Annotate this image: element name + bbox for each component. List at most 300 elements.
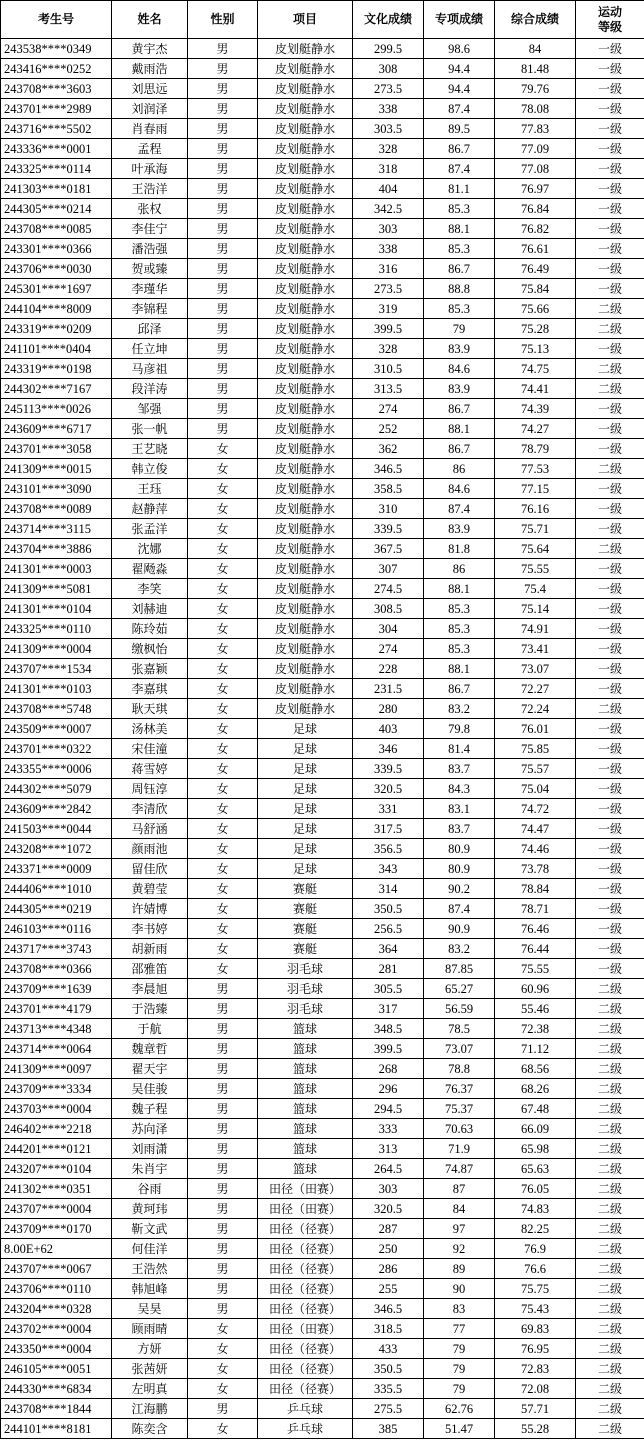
name-cell: 魏子程 bbox=[112, 1099, 188, 1119]
sport-level-cell: 二级 bbox=[576, 1019, 644, 1039]
table-row bbox=[1, 579, 644, 599]
culture-score-cell: 333 bbox=[353, 1119, 424, 1139]
culture-score-cell: 307 bbox=[353, 559, 424, 579]
composite-score-cell: 75.14 bbox=[495, 599, 576, 619]
special-score-cell: 56.59 bbox=[424, 999, 495, 1019]
event-cell: 皮划艇静水 bbox=[258, 399, 353, 419]
event-cell: 皮划艇静水 bbox=[258, 139, 353, 159]
event-cell: 田径（径赛） bbox=[258, 1359, 353, 1379]
sport-level-cell: 一级 bbox=[576, 199, 644, 219]
composite-score-cell: 79.76 bbox=[495, 79, 576, 99]
exam-id-cell: 243609****6717 bbox=[1, 419, 112, 439]
special-score-cell: 88.1 bbox=[424, 419, 495, 439]
special-score-cell: 51.47 bbox=[424, 1419, 495, 1439]
composite-score-cell: 76.6 bbox=[495, 1259, 576, 1279]
culture-score-cell: 274 bbox=[353, 399, 424, 419]
event-cell: 皮划艇静水 bbox=[258, 279, 353, 299]
table-row bbox=[1, 639, 644, 659]
composite-score-cell: 68.26 bbox=[495, 1079, 576, 1099]
name-cell: 朱肖宇 bbox=[112, 1159, 188, 1179]
exam-id-cell: 243707****0004 bbox=[1, 1199, 112, 1219]
name-cell: 李佳宁 bbox=[112, 219, 188, 239]
gender-cell: 男 bbox=[188, 179, 258, 199]
gender-cell: 男 bbox=[188, 1239, 258, 1259]
special-score-cell: 90.2 bbox=[424, 879, 495, 899]
name-cell: 肖春雨 bbox=[112, 119, 188, 139]
name-cell: 翟飏淼 bbox=[112, 559, 188, 579]
special-score-cell: 74.87 bbox=[424, 1159, 495, 1179]
composite-score-cell: 66.09 bbox=[495, 1119, 576, 1139]
sport-level-cell: 一级 bbox=[576, 619, 644, 639]
sport-level-cell: 一级 bbox=[576, 739, 644, 759]
header-sport-level: 运动 等级 bbox=[576, 1, 644, 39]
sport-level-cell: 二级 bbox=[576, 1199, 644, 1219]
table-row bbox=[1, 919, 644, 939]
composite-score-cell: 75.55 bbox=[495, 559, 576, 579]
culture-score-cell: 335.5 bbox=[353, 1379, 424, 1399]
composite-score-cell: 76.16 bbox=[495, 499, 576, 519]
sport-level-cell: 二级 bbox=[576, 1359, 644, 1379]
header-special-score: 专项成绩 bbox=[424, 1, 495, 39]
composite-score-cell: 76.9 bbox=[495, 1239, 576, 1259]
sport-level-cell: 一级 bbox=[576, 279, 644, 299]
sport-level-cell: 一级 bbox=[576, 759, 644, 779]
composite-score-cell: 75.75 bbox=[495, 1279, 576, 1299]
sport-level-cell: 一级 bbox=[576, 939, 644, 959]
sport-level-cell: 二级 bbox=[576, 359, 644, 379]
name-cell: 黄宇杰 bbox=[112, 39, 188, 59]
name-cell: 刘润泽 bbox=[112, 99, 188, 119]
event-cell: 皮划艇静水 bbox=[258, 379, 353, 399]
composite-score-cell: 75.57 bbox=[495, 759, 576, 779]
event-cell: 足球 bbox=[258, 839, 353, 859]
composite-score-cell: 76.84 bbox=[495, 199, 576, 219]
name-cell: 韩旭峰 bbox=[112, 1279, 188, 1299]
composite-score-cell: 72.24 bbox=[495, 699, 576, 719]
culture-score-cell: 316 bbox=[353, 259, 424, 279]
exam-id-cell: 241503****0044 bbox=[1, 819, 112, 839]
special-score-cell: 86.7 bbox=[424, 439, 495, 459]
event-cell: 田径（田赛） bbox=[258, 1199, 353, 1219]
composite-score-cell: 76.05 bbox=[495, 1179, 576, 1199]
sport-level-cell: 一级 bbox=[576, 859, 644, 879]
table-row bbox=[1, 1179, 644, 1199]
table-row bbox=[1, 439, 644, 459]
table-row bbox=[1, 1359, 644, 1379]
special-score-cell: 79 bbox=[424, 1359, 495, 1379]
table-row bbox=[1, 1299, 644, 1319]
table-row bbox=[1, 1139, 644, 1159]
composite-score-cell: 75.55 bbox=[495, 959, 576, 979]
name-cell: 宋佳潼 bbox=[112, 739, 188, 759]
special-score-cell: 83.7 bbox=[424, 759, 495, 779]
composite-score-cell: 76.46 bbox=[495, 919, 576, 939]
exam-id-cell: 244305****0214 bbox=[1, 199, 112, 219]
culture-score-cell: 328 bbox=[353, 339, 424, 359]
special-score-cell: 94.4 bbox=[424, 79, 495, 99]
name-cell: 魏章哲 bbox=[112, 1039, 188, 1059]
composite-score-cell: 78.71 bbox=[495, 899, 576, 919]
culture-score-cell: 367.5 bbox=[353, 539, 424, 559]
table-row bbox=[1, 979, 644, 999]
composite-score-cell: 73.07 bbox=[495, 659, 576, 679]
special-score-cell: 79 bbox=[424, 1339, 495, 1359]
header-name: 姓名 bbox=[112, 1, 188, 39]
gender-cell: 男 bbox=[188, 59, 258, 79]
exam-id-cell: 243701****3058 bbox=[1, 439, 112, 459]
event-cell: 田径（径赛） bbox=[258, 1339, 353, 1359]
gender-cell: 女 bbox=[188, 639, 258, 659]
name-cell: 黄珂玮 bbox=[112, 1199, 188, 1219]
culture-score-cell: 308.5 bbox=[353, 599, 424, 619]
table-row bbox=[1, 239, 644, 259]
event-cell: 皮划艇静水 bbox=[258, 219, 353, 239]
sport-level-cell: 一级 bbox=[576, 819, 644, 839]
name-cell: 于浩臻 bbox=[112, 999, 188, 1019]
table-row bbox=[1, 299, 644, 319]
event-cell: 篮球 bbox=[258, 1079, 353, 1099]
exam-id-cell: 241101****0404 bbox=[1, 339, 112, 359]
table-row bbox=[1, 99, 644, 119]
gender-cell: 男 bbox=[188, 219, 258, 239]
composite-score-cell: 76.61 bbox=[495, 239, 576, 259]
culture-score-cell: 305.5 bbox=[353, 979, 424, 999]
composite-score-cell: 75.28 bbox=[495, 319, 576, 339]
culture-score-cell: 313.5 bbox=[353, 379, 424, 399]
composite-score-cell: 55.46 bbox=[495, 999, 576, 1019]
special-score-cell: 98.6 bbox=[424, 39, 495, 59]
composite-score-cell: 74.91 bbox=[495, 619, 576, 639]
composite-score-cell: 57.71 bbox=[495, 1399, 576, 1419]
table-row bbox=[1, 359, 644, 379]
gender-cell: 男 bbox=[188, 99, 258, 119]
table-row bbox=[1, 79, 644, 99]
exam-id-cell: 243708****0089 bbox=[1, 499, 112, 519]
sport-level-cell: 一级 bbox=[576, 599, 644, 619]
name-cell: 李清欣 bbox=[112, 799, 188, 819]
culture-score-cell: 346 bbox=[353, 739, 424, 759]
event-cell: 皮划艇静水 bbox=[258, 359, 353, 379]
event-cell: 羽毛球 bbox=[258, 979, 353, 999]
gender-cell: 男 bbox=[188, 259, 258, 279]
table-row bbox=[1, 419, 644, 439]
culture-score-cell: 304 bbox=[353, 619, 424, 639]
gender-cell: 男 bbox=[188, 359, 258, 379]
table-row bbox=[1, 139, 644, 159]
special-score-cell: 73.07 bbox=[424, 1039, 495, 1059]
exam-id-cell: 243706****0110 bbox=[1, 1279, 112, 1299]
composite-score-cell: 73.41 bbox=[495, 639, 576, 659]
table-row bbox=[1, 799, 644, 819]
name-cell: 刘思远 bbox=[112, 79, 188, 99]
name-cell: 于航 bbox=[112, 1019, 188, 1039]
composite-score-cell: 67.48 bbox=[495, 1099, 576, 1119]
name-cell: 戴雨浩 bbox=[112, 59, 188, 79]
event-cell: 足球 bbox=[258, 799, 353, 819]
culture-score-cell: 318.5 bbox=[353, 1319, 424, 1339]
gender-cell: 女 bbox=[188, 599, 258, 619]
gender-cell: 女 bbox=[188, 1359, 258, 1379]
name-cell: 马彦祖 bbox=[112, 359, 188, 379]
event-cell: 足球 bbox=[258, 739, 353, 759]
sport-level-cell: 二级 bbox=[576, 1379, 644, 1399]
name-cell: 叶承海 bbox=[112, 159, 188, 179]
composite-score-cell: 73.78 bbox=[495, 859, 576, 879]
gender-cell: 女 bbox=[188, 719, 258, 739]
sport-level-cell: 一级 bbox=[576, 559, 644, 579]
event-cell: 皮划艇静水 bbox=[258, 159, 353, 179]
exam-id-cell: 241309****0015 bbox=[1, 459, 112, 479]
culture-score-cell: 255 bbox=[353, 1279, 424, 1299]
gender-cell: 女 bbox=[188, 1319, 258, 1339]
culture-score-cell: 339.5 bbox=[353, 519, 424, 539]
composite-score-cell: 60.96 bbox=[495, 979, 576, 999]
gender-cell: 男 bbox=[188, 1279, 258, 1299]
table-row bbox=[1, 399, 644, 419]
exam-id-cell: 243707****0067 bbox=[1, 1259, 112, 1279]
culture-score-cell: 303.5 bbox=[353, 119, 424, 139]
sport-level-cell: 一级 bbox=[576, 899, 644, 919]
name-cell: 方妍 bbox=[112, 1339, 188, 1359]
composite-score-cell: 78.79 bbox=[495, 439, 576, 459]
header-gender: 性别 bbox=[188, 1, 258, 39]
gender-cell: 男 bbox=[188, 1099, 258, 1119]
special-score-cell: 87 bbox=[424, 1179, 495, 1199]
sport-level-cell: 二级 bbox=[576, 1339, 644, 1359]
culture-score-cell: 303 bbox=[353, 1179, 424, 1199]
name-cell: 潘浩强 bbox=[112, 239, 188, 259]
exam-id-cell: 243325****0110 bbox=[1, 619, 112, 639]
table-row bbox=[1, 1079, 644, 1099]
event-cell: 羽毛球 bbox=[258, 999, 353, 1019]
table-row bbox=[1, 619, 644, 639]
gender-cell: 男 bbox=[188, 399, 258, 419]
sport-level-cell: 一级 bbox=[576, 679, 644, 699]
culture-score-cell: 310.5 bbox=[353, 359, 424, 379]
table-row bbox=[1, 779, 644, 799]
name-cell: 江海鹏 bbox=[112, 1399, 188, 1419]
composite-score-cell: 65.63 bbox=[495, 1159, 576, 1179]
table-row bbox=[1, 1319, 644, 1339]
table-row bbox=[1, 319, 644, 339]
event-cell: 足球 bbox=[258, 819, 353, 839]
name-cell: 李嘉琪 bbox=[112, 679, 188, 699]
sport-level-cell: 二级 bbox=[576, 1419, 644, 1439]
sport-level-cell: 一级 bbox=[576, 139, 644, 159]
table-row bbox=[1, 1259, 644, 1279]
exam-id-cell: 241303****0181 bbox=[1, 179, 112, 199]
name-cell: 张权 bbox=[112, 199, 188, 219]
composite-score-cell: 74.47 bbox=[495, 819, 576, 839]
event-cell: 皮划艇静水 bbox=[258, 199, 353, 219]
table-row bbox=[1, 739, 644, 759]
name-cell: 李锦程 bbox=[112, 299, 188, 319]
table-row bbox=[1, 499, 644, 519]
event-cell: 皮划艇静水 bbox=[258, 299, 353, 319]
gender-cell: 男 bbox=[188, 979, 258, 999]
name-cell: 耿天琪 bbox=[112, 699, 188, 719]
table-row bbox=[1, 1099, 644, 1119]
composite-score-cell: 74.46 bbox=[495, 839, 576, 859]
gender-cell: 男 bbox=[188, 1139, 258, 1159]
culture-score-cell: 346.5 bbox=[353, 459, 424, 479]
table-row bbox=[1, 1379, 644, 1399]
gender-cell: 男 bbox=[188, 279, 258, 299]
special-score-cell: 81.1 bbox=[424, 179, 495, 199]
exam-id-cell: 244302****7167 bbox=[1, 379, 112, 399]
culture-score-cell: 252 bbox=[353, 419, 424, 439]
gender-cell: 女 bbox=[188, 859, 258, 879]
table-row bbox=[1, 859, 644, 879]
event-cell: 皮划艇静水 bbox=[258, 39, 353, 59]
composite-score-cell: 76.01 bbox=[495, 719, 576, 739]
table-row bbox=[1, 119, 644, 139]
event-cell: 皮划艇静水 bbox=[258, 459, 353, 479]
culture-score-cell: 403 bbox=[353, 719, 424, 739]
table-row bbox=[1, 1119, 644, 1139]
culture-score-cell: 303 bbox=[353, 219, 424, 239]
gender-cell: 男 bbox=[188, 1299, 258, 1319]
event-cell: 田径（径赛） bbox=[258, 1299, 353, 1319]
event-cell: 皮划艇静水 bbox=[258, 599, 353, 619]
table-row bbox=[1, 879, 644, 899]
culture-score-cell: 296 bbox=[353, 1079, 424, 1099]
sport-level-cell: 二级 bbox=[576, 379, 644, 399]
special-score-cell: 83.9 bbox=[424, 379, 495, 399]
culture-score-cell: 280 bbox=[353, 699, 424, 719]
gender-cell: 女 bbox=[188, 659, 258, 679]
event-cell: 皮划艇静水 bbox=[258, 439, 353, 459]
culture-score-cell: 281 bbox=[353, 959, 424, 979]
table-row bbox=[1, 219, 644, 239]
name-cell: 李晨旭 bbox=[112, 979, 188, 999]
table-row bbox=[1, 559, 644, 579]
exam-id-cell: 243701****2989 bbox=[1, 99, 112, 119]
name-cell: 王艺晓 bbox=[112, 439, 188, 459]
name-cell: 胡新雨 bbox=[112, 939, 188, 959]
gender-cell: 女 bbox=[188, 679, 258, 699]
culture-score-cell: 287 bbox=[353, 1219, 424, 1239]
culture-score-cell: 250 bbox=[353, 1239, 424, 1259]
composite-score-cell: 75.13 bbox=[495, 339, 576, 359]
table-row bbox=[1, 659, 644, 679]
gender-cell: 女 bbox=[188, 959, 258, 979]
name-cell: 李书婷 bbox=[112, 919, 188, 939]
sport-level-cell: 二级 bbox=[576, 1219, 644, 1239]
gender-cell: 男 bbox=[188, 79, 258, 99]
gender-cell: 男 bbox=[188, 39, 258, 59]
gender-cell: 女 bbox=[188, 1419, 258, 1439]
event-cell: 皮划艇静水 bbox=[258, 519, 353, 539]
composite-score-cell: 78.84 bbox=[495, 879, 576, 899]
event-cell: 皮划艇静水 bbox=[258, 339, 353, 359]
special-score-cell: 84 bbox=[424, 1199, 495, 1219]
gender-cell: 男 bbox=[188, 1159, 258, 1179]
composite-score-cell: 72.38 bbox=[495, 1019, 576, 1039]
exam-id-cell: 243708****0085 bbox=[1, 219, 112, 239]
special-score-cell: 97 bbox=[424, 1219, 495, 1239]
special-score-cell: 79.8 bbox=[424, 719, 495, 739]
table-row bbox=[1, 1219, 644, 1239]
event-cell: 赛艇 bbox=[258, 879, 353, 899]
event-cell: 田径（径赛） bbox=[258, 1379, 353, 1399]
event-cell: 皮划艇静水 bbox=[258, 179, 353, 199]
composite-score-cell: 72.27 bbox=[495, 679, 576, 699]
sport-level-cell: 二级 bbox=[576, 1139, 644, 1159]
sport-level-cell: 二级 bbox=[576, 299, 644, 319]
exam-id-cell: 243703****0004 bbox=[1, 1099, 112, 1119]
name-cell: 张茜妍 bbox=[112, 1359, 188, 1379]
sport-level-cell: 一级 bbox=[576, 959, 644, 979]
composite-score-cell: 77.09 bbox=[495, 139, 576, 159]
gender-cell: 男 bbox=[188, 379, 258, 399]
exam-id-cell: 241309****0004 bbox=[1, 639, 112, 659]
gender-cell: 男 bbox=[188, 1019, 258, 1039]
event-cell: 皮划艇静水 bbox=[258, 59, 353, 79]
sport-level-cell: 一级 bbox=[576, 799, 644, 819]
composite-score-cell: 74.41 bbox=[495, 379, 576, 399]
exam-id-cell: 243609****2842 bbox=[1, 799, 112, 819]
table-row bbox=[1, 899, 644, 919]
event-cell: 皮划艇静水 bbox=[258, 119, 353, 139]
name-cell: 苏向泽 bbox=[112, 1119, 188, 1139]
culture-score-cell: 256.5 bbox=[353, 919, 424, 939]
event-cell: 皮划艇静水 bbox=[258, 99, 353, 119]
exam-id-cell: 245301****1697 bbox=[1, 279, 112, 299]
gender-cell: 男 bbox=[188, 1399, 258, 1419]
event-cell: 皮划艇静水 bbox=[258, 639, 353, 659]
special-score-cell: 85.3 bbox=[424, 239, 495, 259]
name-cell: 刘赫迪 bbox=[112, 599, 188, 619]
name-cell: 李笑 bbox=[112, 579, 188, 599]
culture-score-cell: 385 bbox=[353, 1419, 424, 1439]
exam-id-cell: 243701****4179 bbox=[1, 999, 112, 1019]
gender-cell: 女 bbox=[188, 1339, 258, 1359]
exam-id-cell: 244101****8181 bbox=[1, 1419, 112, 1439]
sport-level-cell: 一级 bbox=[576, 239, 644, 259]
gender-cell: 女 bbox=[188, 879, 258, 899]
sport-level-cell: 一级 bbox=[576, 339, 644, 359]
table-row bbox=[1, 1059, 644, 1079]
event-cell: 赛艇 bbox=[258, 939, 353, 959]
gender-cell: 男 bbox=[188, 239, 258, 259]
culture-score-cell: 356.5 bbox=[353, 839, 424, 859]
composite-score-cell: 75.4 bbox=[495, 579, 576, 599]
culture-score-cell: 350.5 bbox=[353, 1359, 424, 1379]
gender-cell: 男 bbox=[188, 1079, 258, 1099]
exam-id-cell: 243319****0209 bbox=[1, 319, 112, 339]
exam-id-cell: 243717****3743 bbox=[1, 939, 112, 959]
special-score-cell: 83.2 bbox=[424, 939, 495, 959]
special-score-cell: 84.6 bbox=[424, 479, 495, 499]
culture-score-cell: 350.5 bbox=[353, 899, 424, 919]
exam-id-cell: 246105****0051 bbox=[1, 1359, 112, 1379]
table-row bbox=[1, 699, 644, 719]
name-cell: 邱泽 bbox=[112, 319, 188, 339]
culture-score-cell: 294.5 bbox=[353, 1099, 424, 1119]
special-score-cell: 87.4 bbox=[424, 899, 495, 919]
culture-score-cell: 308 bbox=[353, 59, 424, 79]
composite-score-cell: 75.66 bbox=[495, 299, 576, 319]
table-row bbox=[1, 1339, 644, 1359]
sport-level-cell: 一级 bbox=[576, 219, 644, 239]
gender-cell: 女 bbox=[188, 939, 258, 959]
gender-cell: 女 bbox=[188, 899, 258, 919]
culture-score-cell: 399.5 bbox=[353, 319, 424, 339]
name-cell: 陈奕含 bbox=[112, 1419, 188, 1439]
culture-score-cell: 310 bbox=[353, 499, 424, 519]
exam-id-cell: 243319****0198 bbox=[1, 359, 112, 379]
